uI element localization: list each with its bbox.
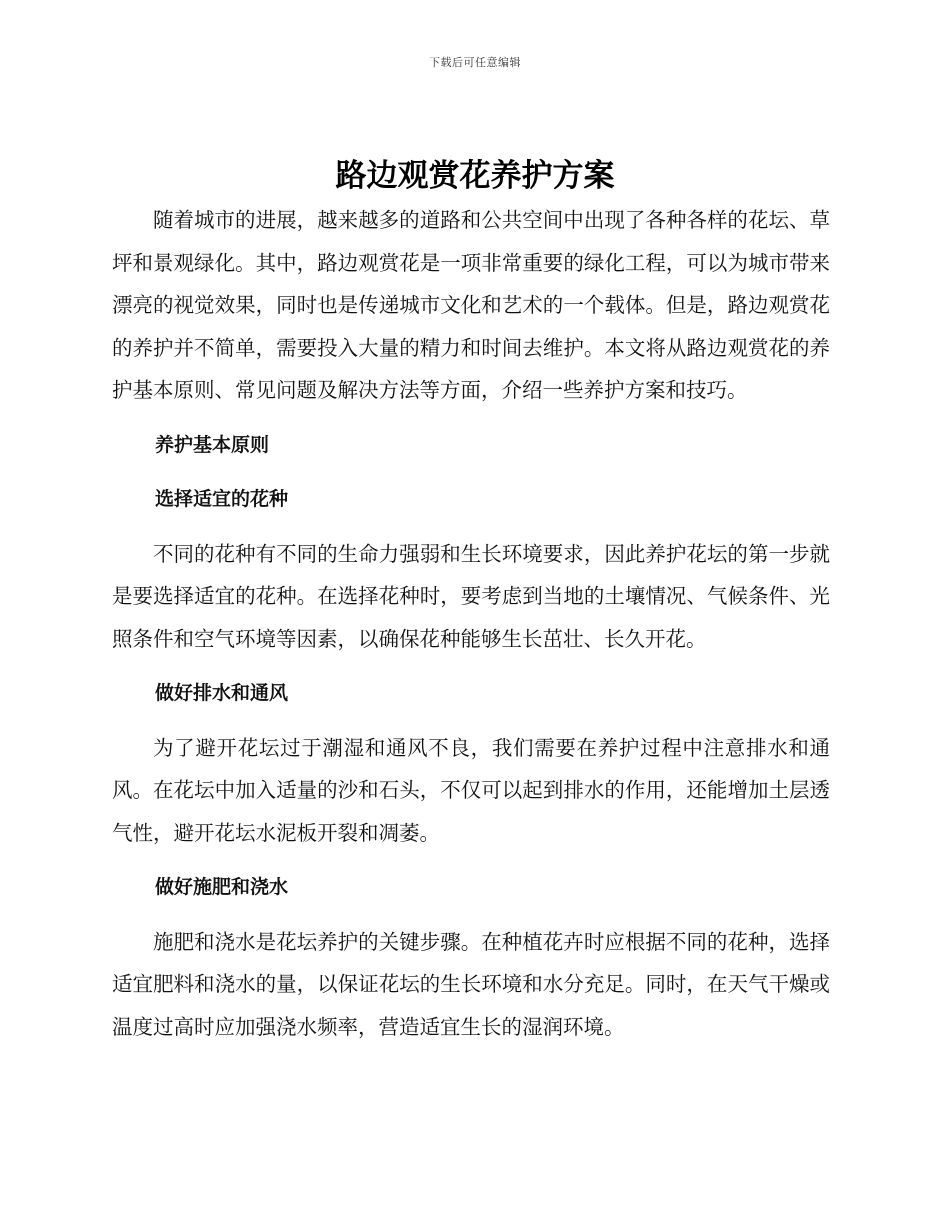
header-note: 下载后可任意编辑 — [429, 56, 521, 69]
section-heading: 养护基本原则 — [155, 433, 270, 456]
subsection-heading: 做好施肥和浇水 — [155, 876, 289, 898]
subsection-paragraph: 为了避开花坛过于潮湿和通风不良，我们需要在养护过程中注意排水和通风。在花坛中加入适量的沙和石头，不仅可以起到排水的作用，还能增加土层透气性，避开花坛水泥板开裂和凋萎。 — [112, 735, 830, 845]
document-title: 路边观赏花养护方案 — [335, 158, 615, 194]
subsection-heading: 做好排水和通风 — [155, 682, 289, 704]
subsection-paragraph: 不同的花种有不同的生命力强弱和生长环境要求，因此养护花坛的第一步就是要选择适宜的花种。在选择花种时，要考虑到当地的土壤情况、气候条件、光照条件和空气环境等因素，以确保花种能够生长茁壮、长久开花。 — [112, 541, 830, 651]
subsection-heading: 选择适宜的花种 — [155, 488, 289, 510]
subsection-paragraph: 施肥和浇水是花坛养护的关键步骤。在种植花卉时应根据不同的花种，选择适宜肥料和浇水的量，以保证花坛的生长环境和水分充足。同时，在天气干燥或温度过高时应加强浇水频率，营造适宜生长的湿润环境。 — [112, 929, 830, 1039]
document-body — [112, 199, 830, 1048]
intro-paragraph: 随着城市的进展，越来越多的道路和公共空间中出现了各种各样的花坛、草坪和景观绿化。其中，路边观赏花是一项非常重要的绿化工程，可以为城市带来漂亮的视觉效果，同时也是传递城市文化和艺术的一个载体。但是，路边观赏花的养护并不简单，需要投入大量的精力和时间去维护。本文将从路边观赏花的养护基本原则、常见问题及解决方法等方面，介绍一些养护方案和技巧。 — [112, 208, 830, 402]
